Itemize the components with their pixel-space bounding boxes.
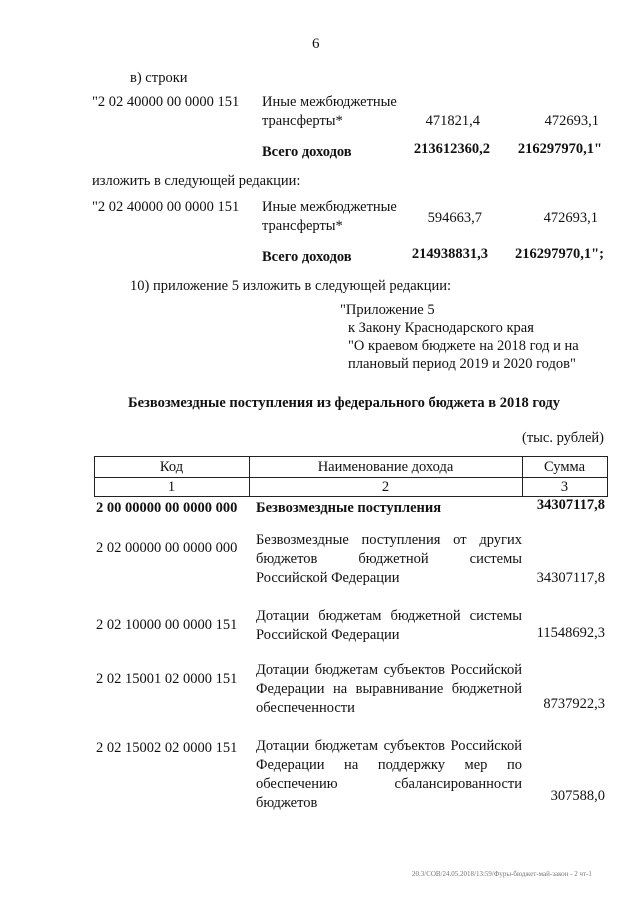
appendix-header-line1: "Приложение 5 — [340, 302, 435, 318]
appendix-header-line4: плановый период 2019 и 2020 годов" — [348, 356, 576, 372]
table-header-sum: Сумма — [543, 459, 586, 475]
old-total-value-2018: 213612360,2 — [413, 141, 490, 157]
old-row-code: "2 02 40000 00 0000 151 — [92, 94, 240, 110]
units-label: (тыс. рублей) — [522, 430, 604, 446]
table-colnum-2: 2 — [381, 479, 390, 495]
table-row-name: Безвозмездные поступления от других бюджетов бюджетной системы Российской Федерации — [256, 532, 522, 586]
table-row-name: Безвозмездные поступления — [256, 500, 442, 516]
new-total-value-2018: 214938831,3 — [411, 246, 488, 262]
footer-filepath: 20.3/СОВ/24.05.2018/13:59/Фуры-бюджет-май-закон - 2 чт-1 — [412, 870, 592, 878]
table-row-code: 2 02 15002 02 0000 151 — [96, 740, 238, 756]
table-row-name: Дотации бюджетам субъектов Российской Федерации на выравнивание бюджетной обеспеченности — [256, 662, 522, 716]
table-row-code: 2 02 10000 00 0000 151 — [96, 617, 238, 633]
table-row-sum: 307588,0 — [550, 788, 605, 804]
table-row-sum: 34307117,8 — [536, 570, 605, 586]
document-title: Безвозмездные поступления из федерального бюджета в 2018 году — [128, 395, 561, 411]
table-row-sum: 11548692,3 — [536, 625, 605, 641]
table-row-code: 2 00 00000 00 0000 000 — [96, 500, 238, 516]
appendix-header-line2: к Закону Краснодарского края — [348, 320, 534, 336]
old-total-value-2019: 216297970,1" — [517, 141, 602, 157]
new-row-name-line2: трансферты* — [262, 218, 343, 234]
new-row-value-2018: 594663,7 — [427, 210, 482, 226]
table-header-code: Код — [159, 459, 184, 475]
new-row-name-line1: Иные межбюджетные — [262, 199, 397, 215]
item-10-text: 10) приложение 5 изложить в следующей редакции: — [130, 278, 452, 294]
table-row-code: 2 02 00000 00 0000 000 — [96, 540, 238, 556]
table-row-sum: 8737922,3 — [543, 696, 605, 712]
old-row-name-line1: Иные межбюджетные — [262, 94, 397, 110]
table-row-name: Дотации бюджетам бюджетной системы Российской Федерации — [256, 608, 522, 643]
old-row-value-2019: 472693,1 — [544, 113, 599, 129]
new-row-code: "2 02 40000 00 0000 151 — [92, 199, 240, 215]
old-total-label: Всего доходов — [262, 144, 352, 160]
appendix-header-line3: "О краевом бюджете на 2018 год и на — [348, 338, 579, 354]
new-total-label: Всего доходов — [262, 249, 352, 265]
new-total-value-2019: 216297970,1"; — [514, 246, 604, 262]
old-row-value-2018: 471821,4 — [425, 113, 480, 129]
new-row-value-2019: 472693,1 — [543, 210, 598, 226]
old-row-name-line2: трансферты* — [262, 113, 343, 129]
new-edition-intro: изложить в следующей редакции: — [92, 173, 301, 189]
table-row-sum: 34307117,8 — [536, 497, 605, 513]
table-colnum-3: 3 — [560, 479, 569, 495]
table-colnum-1: 1 — [167, 479, 176, 495]
table-row-code: 2 02 15001 02 0000 151 — [96, 671, 238, 687]
table-header-name: Наименование дохода — [317, 459, 454, 475]
table-row-name: Дотации бюджетам субъектов Российской Федерации на поддержку мер по обеспечению сбалансированности бюджетов — [256, 738, 522, 811]
section-v-label: в) строки — [130, 70, 188, 86]
page-number: 6 — [312, 36, 320, 52]
